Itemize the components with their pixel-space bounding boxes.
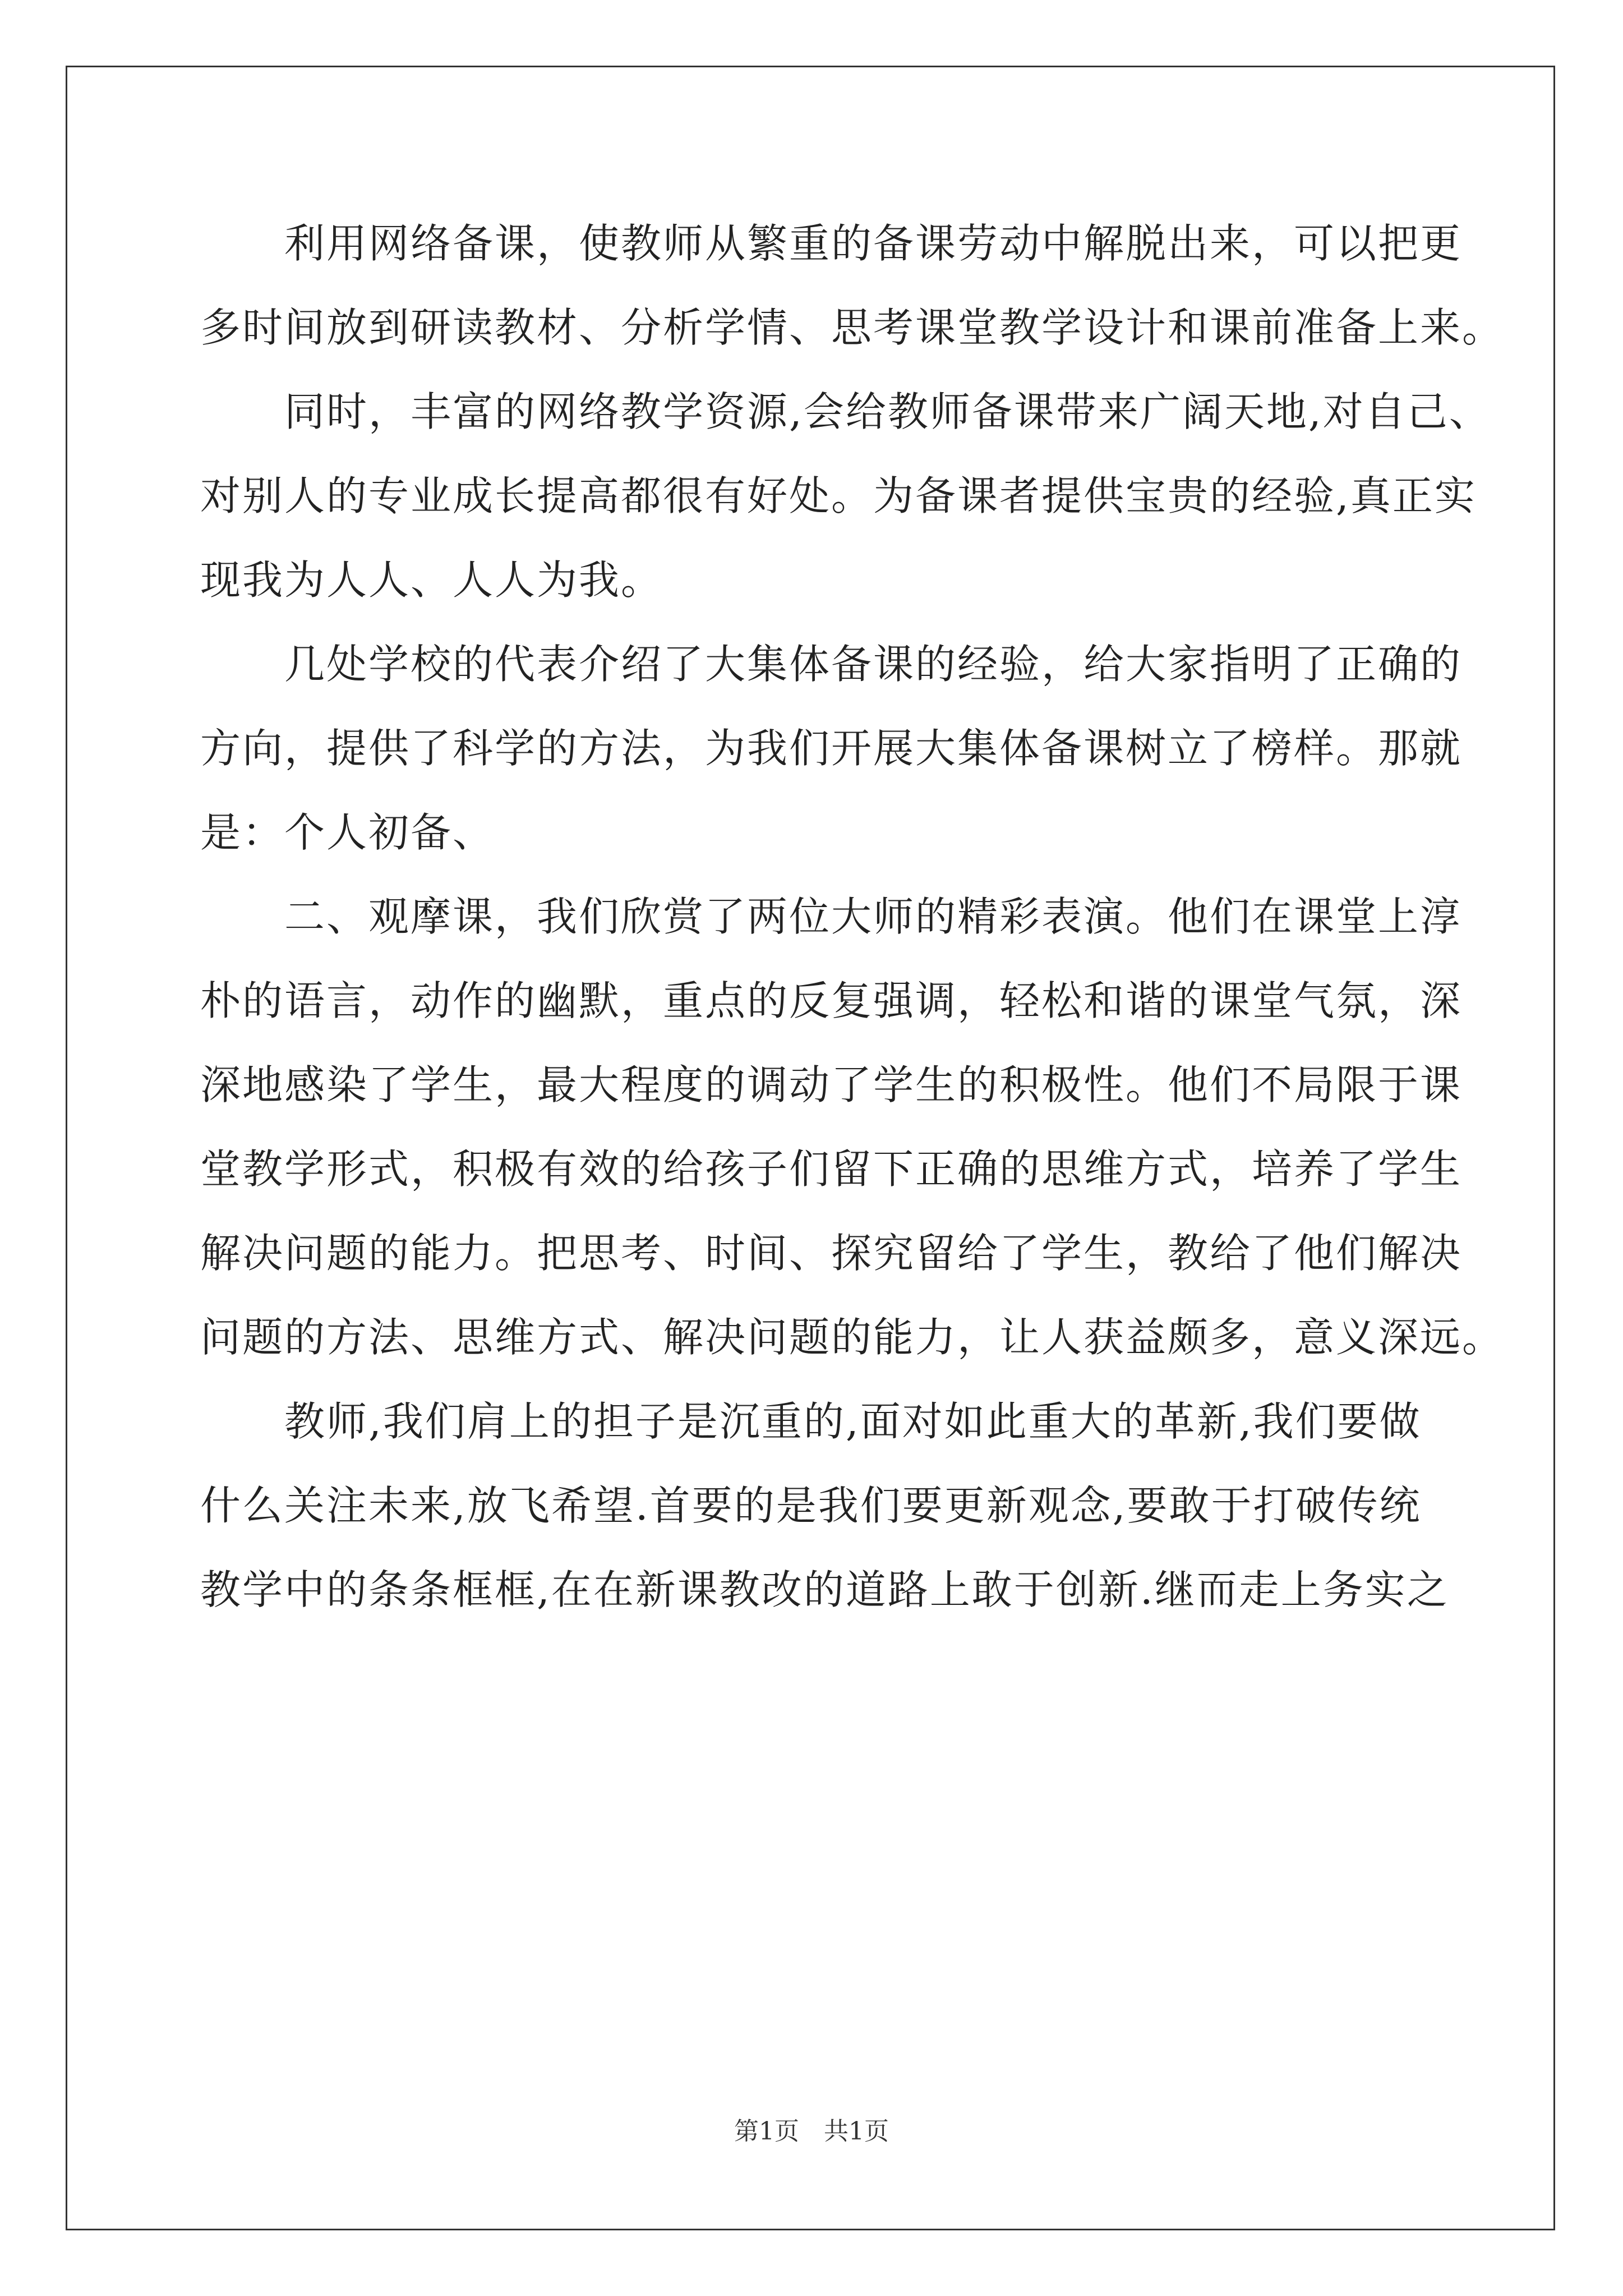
- paragraph-3-line-3: 是：个人初备、: [200, 809, 495, 856]
- paragraph-4-line-5: 解决问题的能力。把思考、时间、探究留给了学生，教给了他们解决: [200, 1230, 1463, 1277]
- paragraph-3-line-2: 方向，提供了科学的方法，为我们开展大集体备课树立了榜样。那就: [200, 725, 1463, 772]
- page-number-footer: 第1页 共1页: [734, 2117, 889, 2146]
- paragraph-2-line-2: 对别人的专业成长提高都很有好处。为备课者提供宝贵的经验,真正实: [200, 472, 1477, 519]
- paragraph-5-line-3: 教学中的条条框框,在在新课教改的道路上敢于创新.继而走上务实之: [200, 1566, 1449, 1613]
- paragraph-4-line-1: 二、观摩课，我们欣赏了两位大师的精彩表演。他们在课堂上淳: [284, 893, 1463, 940]
- paragraph-2-line-1: 同时，丰富的网络教学资源,会给教师备课带来广阔天地,对自己、: [284, 388, 1491, 435]
- paragraph-1-line-2: 多时间放到研读教材、分析学情、思考课堂教学设计和课前准备上来。: [200, 304, 1505, 351]
- paragraph-1-line-1: 利用网络备课，使教师从繁重的备课劳动中解脱出来，可以把更: [284, 220, 1463, 267]
- paragraph-5-line-1: 教师,我们肩上的担子是沉重的,面对如此重大的革新,我们要做: [284, 1398, 1422, 1445]
- paragraph-4-line-3: 深地感染了学生，最大程度的调动了学生的积极性。他们不局限于课: [200, 1061, 1463, 1108]
- paragraph-5-line-2: 什么关注未来,放飞希望.首要的是我们要更新观念,要敢于打破传统: [200, 1482, 1422, 1529]
- paragraph-4-line-6: 问题的方法、思维方式、解决问题的能力，让人获益颇多，意义深远。: [200, 1314, 1505, 1361]
- paragraph-4-line-2: 朴的语言，动作的幽默，重点的反复强调，轻松和谐的课堂气氛，深: [200, 977, 1463, 1024]
- paragraph-4-line-4: 堂教学形式，积极有效的给孩子们留下正确的思维方式，培养了学生: [200, 1145, 1463, 1193]
- paragraph-3-line-1: 几处学校的代表介绍了大集体备课的经验，给大家指明了正确的: [284, 641, 1463, 688]
- paragraph-2-line-3: 现我为人人、人人为我。: [200, 556, 663, 604]
